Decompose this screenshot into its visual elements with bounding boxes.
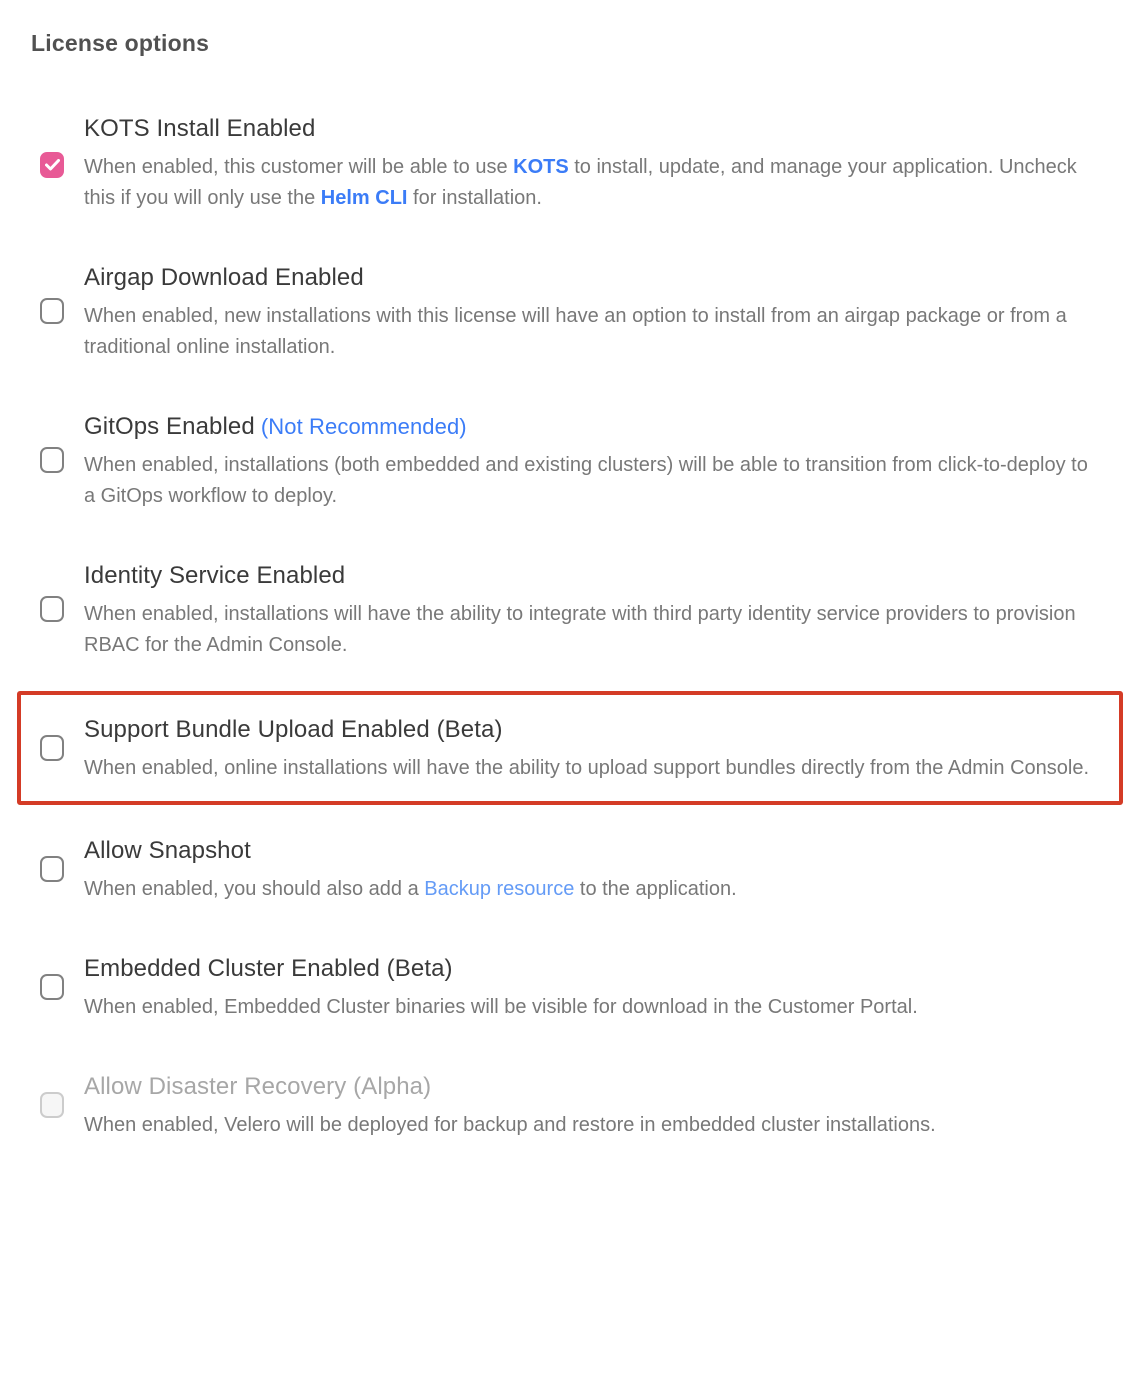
- option-description: [84, 874, 737, 905]
- kots-install-enabled-checkbox[interactable]: [40, 152, 64, 178]
- not-recommended-badge: (Not Recommended): [260, 414, 467, 439]
- kots-link[interactable]: KOTS: [513, 156, 569, 178]
- option-gitops-enabled: [31, 413, 1142, 512]
- option-label: [84, 413, 1104, 441]
- airgap-download-enabled-checkbox[interactable]: [40, 298, 64, 324]
- description-text: for installation.: [407, 187, 542, 209]
- option-text: [84, 837, 737, 905]
- option-text: [84, 716, 1089, 784]
- option-embedded-cluster-enabled: [31, 955, 1142, 1023]
- option-text: [84, 955, 918, 1023]
- option-kots-install-enabled: [31, 115, 1142, 214]
- description-text: When enabled, this customer will be able to use: [84, 156, 514, 178]
- option-airgap-download-enabled: [31, 264, 1142, 363]
- option-description: When enabled, Velero will be deployed for backup and restore in embedded cluster installations.: [84, 1114, 936, 1136]
- helm-cli-link[interactable]: Helm CLI: [320, 187, 408, 209]
- option-text: [84, 1073, 936, 1141]
- option-description: [84, 152, 1104, 214]
- allow-snapshot-checkbox[interactable]: [40, 856, 64, 882]
- checkbox-column: [40, 596, 66, 627]
- option-text: [84, 413, 1104, 512]
- description-text: When enabled, you should also add a: [84, 878, 425, 900]
- option-description: When enabled, installations (both embedded and existing clusters) will be able to transition from click-to-deploy to a GitOps workflow to deploy.: [84, 454, 1088, 507]
- option-text: [84, 562, 1104, 661]
- option-description: When enabled, installations will have the ability to integrate with third party identity service providers to provision RBAC for the Admin Console.: [84, 603, 1076, 656]
- identity-service-enabled-checkbox[interactable]: [40, 596, 64, 622]
- option-allow-snapshot: [31, 837, 1142, 905]
- support-bundle-upload-checkbox[interactable]: [40, 735, 64, 761]
- checkbox-column: [40, 447, 66, 478]
- option-label-text: GitOps Enabled: [84, 413, 255, 440]
- option-label: Airgap Download Enabled: [84, 264, 364, 291]
- backup-resource-link[interactable]: Backup resource: [424, 878, 575, 900]
- gitops-enabled-checkbox[interactable]: [40, 447, 64, 473]
- allow-disaster-recovery-checkbox: [40, 1092, 64, 1118]
- checkbox-column: [40, 298, 66, 329]
- option-identity-service-enabled: [31, 562, 1142, 661]
- description-text: to the application.: [574, 878, 737, 900]
- option-description: When enabled, online installations will have the ability to upload support bundles directly from the Admin Console.: [84, 757, 1090, 779]
- checkbox-column: [40, 735, 66, 766]
- option-text: [84, 115, 1104, 214]
- page-title: License options: [31, 30, 210, 56]
- embedded-cluster-enabled-checkbox[interactable]: [40, 974, 64, 1000]
- option-label: Identity Service Enabled: [84, 562, 346, 589]
- option-label: KOTS Install Enabled: [84, 115, 316, 142]
- option-text: [84, 264, 1104, 363]
- option-description: When enabled, new installations with this license will have an option to install from an airgap package or from a traditional online installation.: [84, 305, 1067, 358]
- option-allow-disaster-recovery-disabled: [31, 1073, 1142, 1141]
- checkbox-column: [40, 856, 66, 887]
- option-label: Embedded Cluster Enabled (Beta): [84, 955, 453, 982]
- option-support-bundle-upload-enabled-highlighted: [17, 691, 1123, 805]
- checkbox-column: [40, 152, 66, 178]
- option-description: When enabled, Embedded Cluster binaries will be visible for download in the Customer Portal.: [84, 996, 918, 1018]
- option-label: Allow Disaster Recovery (Alpha): [84, 1073, 432, 1100]
- option-label: Support Bundle Upload Enabled (Beta): [84, 716, 503, 743]
- description-text: to install, update, and manage your application. Uncheck this if you will only use the: [84, 156, 1077, 209]
- option-label: Allow Snapshot: [84, 837, 251, 864]
- checkbox-column: [40, 1092, 66, 1123]
- checkbox-column: [40, 974, 66, 1005]
- checkmark-icon: [45, 159, 60, 171]
